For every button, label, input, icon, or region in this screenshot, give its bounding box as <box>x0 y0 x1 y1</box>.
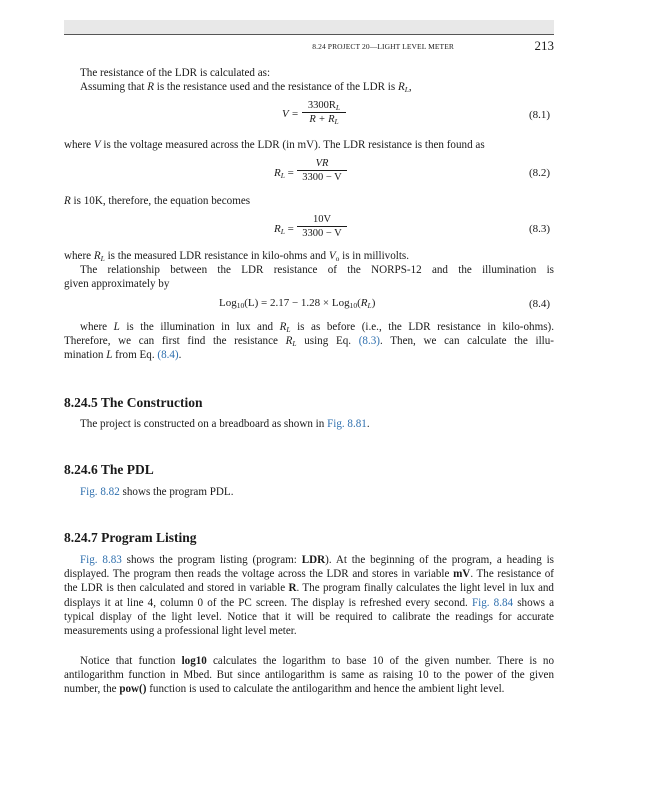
eq82-number: (8.2) <box>529 167 551 179</box>
eq81-fraction: $3300R_L$ $R + R_L$ <box>302 100 346 125</box>
program-listing-paragraph-2: Notice that function log10 calculates the logarithm to base 10 of the given number. There is no antilogarithm function in Mbed. But since antilogarithm is same as raising 10 to the power of the given number, the pow() function is used to calculate the antilogarithm and hence the ambient light level. <box>64 655 554 696</box>
header-bar <box>64 20 554 34</box>
running-head-title: 8.24 PROJECT 20—LIGHT LEVEL METER <box>312 42 454 51</box>
intro-line-1: The resistance of the LDR is calculated as: <box>80 67 271 79</box>
running-header <box>64 38 554 56</box>
section-8-24-5-heading: 8.24.5 The Construction <box>64 395 203 410</box>
page-number: 213 <box>534 38 554 53</box>
eq82-fraction: VR 3300 − V <box>297 158 347 183</box>
section-8-24-6-heading: 8.24.6 The PDL <box>64 462 154 477</box>
fig-8-84-link[interactable]: Fig. 8.84 <box>471 596 514 609</box>
eq83-link[interactable]: (8.3) <box>358 335 380 348</box>
eq81-lhs: V = <box>282 108 299 120</box>
eq81-number: (8.1) <box>529 109 551 121</box>
eq83-number: (8.3) <box>529 223 551 235</box>
fig-8-83-link[interactable]: Fig. 8.83 <box>80 554 122 566</box>
where-l-paragraph: where L is the illumination in lux and $R_L$ is as before (i.e., the LDR resistance in kilo-ohms). Therefore, we can first find the resistance $R_L$ using Eq. (8.3). Then, we can calculate the illu- mination L from Eq. (8.4). <box>64 321 554 362</box>
intro-line-2: Assuming that R is the resistance used and the resistance of the LDR is $R_L$, <box>80 81 412 94</box>
eq83-fraction: 10V 3300 − V <box>297 214 347 239</box>
fig-8-82-link[interactable]: Fig. 8.82 <box>80 486 120 498</box>
eq82-lhs: $R_L$ = <box>274 167 294 180</box>
r-is-10k-text: R is 10K, therefore, the equation becomes <box>64 195 251 207</box>
where-v-text: where V is the voltage measured across the LDR (in mV). The LDR resistance is then found as <box>64 139 485 151</box>
eq84-link[interactable]: (8.4) <box>157 349 179 362</box>
fig-8-81-link[interactable]: Fig. 8.81 <box>327 418 367 430</box>
relationship-paragraph: The relationship between the LDR resistance of the NORPS-12 and the illumination is given approximately by <box>64 264 554 291</box>
section-8-24-5-text: The project is constructed on a breadboard as shown in Fig. 8.81. <box>80 418 370 430</box>
section-8-24-6-text: Fig. 8.82 shows the program PDL. <box>80 486 234 498</box>
header-rule <box>64 34 554 35</box>
eq84-number: (8.4) <box>529 298 551 310</box>
where-rl-text: where $R_L$ is the measured LDR resistance in kilo-ohms and $V_o$ is in millivolts. <box>64 250 409 263</box>
eq84-expression: $Log_{10}(L) = 2.17 - 1.28 \times Log_{10}(R_L)$ <box>219 297 376 310</box>
program-listing-paragraph-1: Fig. 8.83 shows the program listing (program: LDR). At the beginning of the program, a heading is displayed. The program then reads the voltage across the LDR and stores in variable mV. The resistance of the LDR is then calculated and stored in variable R. The program finally calculates the light level in lux and displays it at line 4, column 0 of the PC screen. The display is refreshed every second. Fig. 8.84 shows a typical display of the light level. Notice that it will be required to calibrate the readings for accurate measurements using a professional light level meter. <box>64 554 554 638</box>
section-8-24-7-heading: 8.24.7 Program Listing <box>64 530 197 545</box>
eq83-lhs: $R_L$ = <box>274 223 294 236</box>
